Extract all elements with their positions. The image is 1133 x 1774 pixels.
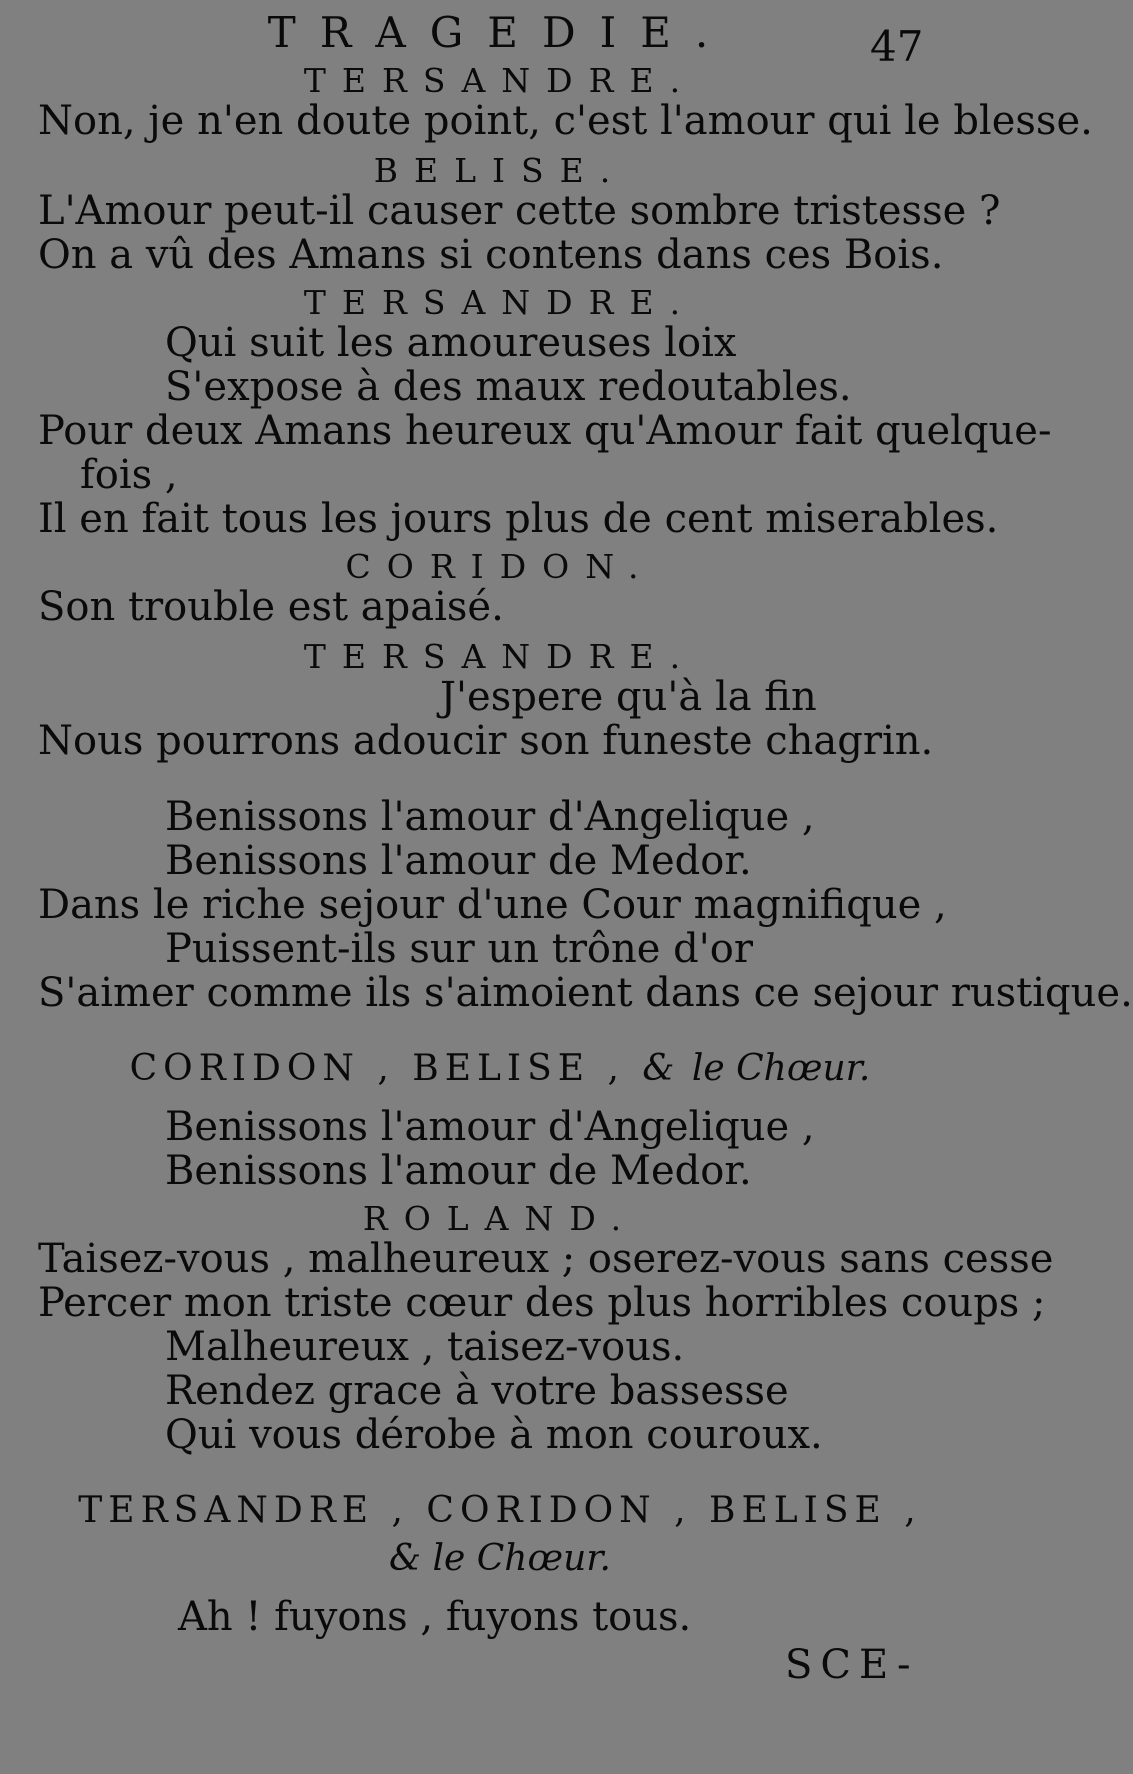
verse-line: Taisez-vous , malheureux ; oserez-vous sans cesse [38,1236,1054,1282]
verse-line: Benissons l'amour de Medor. [165,1148,752,1194]
verse-line: Benissons l'amour de Medor. [165,838,752,884]
verse-line: Percer mon triste cœur des plus horribles coups ; [38,1280,1046,1326]
verse-line: Malheureux , taisez-vous. [165,1324,685,1370]
speaker-tersandre: TERSANDRE. [303,61,697,100]
verse-line: Il en fait tous les jours plus de cent miserables. [38,496,999,542]
ampersand: & [389,1538,422,1579]
ampersand: & [642,1048,675,1089]
verse-line: Qui vous dérobe à mon couroux. [165,1412,823,1458]
verse-line: S'aimer comme ils s'aimoient dans ce sejour rustique. [38,970,1133,1016]
verse-line: On a vû des Amans si contens dans ces Bois. [38,232,944,278]
speaker-group-tail [0,1536,1000,1582]
running-title: TRAGEDIE. [267,8,733,57]
verse-line: fois , [80,452,178,498]
speaker-tersandre: TERSANDRE. [303,283,697,322]
verse-line: L'Amour peut-il causer cette sombre tristesse ? [38,188,1001,234]
catchword: SCE- [785,1642,919,1688]
verse-line: S'expose à des maux redoutables. [165,364,852,410]
verse-line: Pour deux Amans heureux qu'Amour fait quelque- [38,408,1052,454]
chorus-label: le Chœur. [432,1538,611,1579]
verse-line: J'espere qu'à la fin [440,674,817,720]
page-number: 47 [870,22,924,71]
verse-line: Nous pourrons adoucir son funeste chagrin. [38,718,934,764]
speaker-group [0,1046,1000,1092]
speaker-names: CORIDON , BELISE , [129,1048,625,1089]
verse-line: Puissent-ils sur un trône d'or [165,926,753,972]
verse-line: Non, je n'en doute point, c'est l'amour qui le blesse. [38,98,1093,144]
verse-line: Ah ! fuyons , fuyons tous. [178,1594,692,1640]
speaker-group: TERSANDRE , CORIDON , BELISE , [78,1490,922,1531]
speaker-coridon: CORIDON. [345,547,655,586]
verse-line: Son trouble est apaisé. [38,584,504,630]
speaker-roland: ROLAND. [362,1199,638,1238]
verse-line: Rendez grace à votre bassesse [165,1368,789,1414]
verse-line: Dans le riche sejour d'une Cour magnifique , [38,882,947,928]
verse-line: Benissons l'amour d'Angelique , [165,794,815,840]
speaker-belise: BELISE. [373,151,627,190]
chorus-label: le Chœur. [691,1048,871,1089]
verse-line: Benissons l'amour d'Angelique , [165,1104,815,1150]
verse-line: Qui suit les amoureuses loix [165,320,737,366]
speaker-tersandre: TERSANDRE. [303,637,697,676]
